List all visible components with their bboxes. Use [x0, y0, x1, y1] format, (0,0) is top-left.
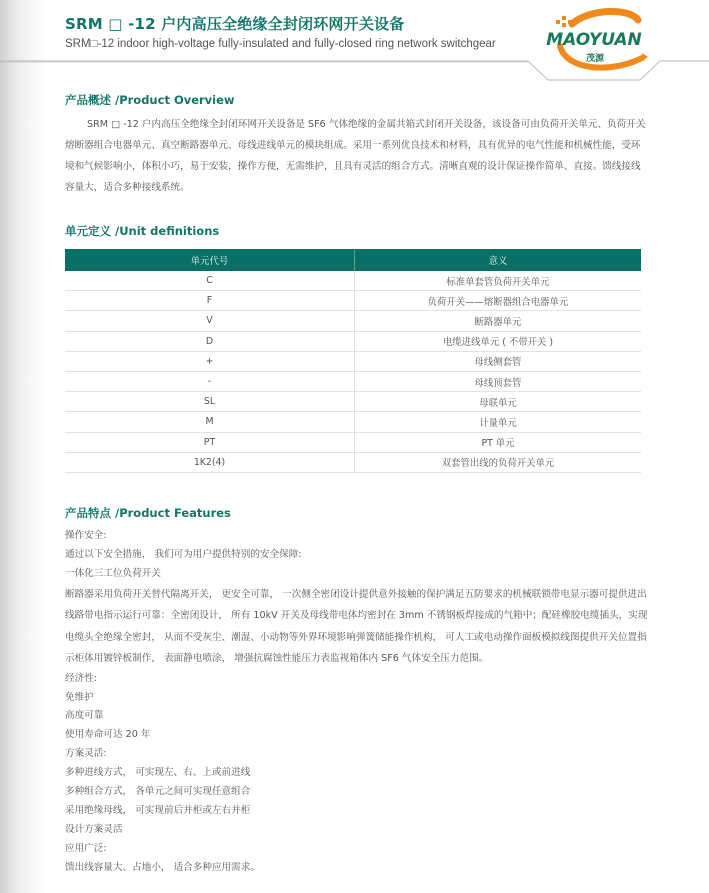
table-row — [65, 311, 641, 331]
header-unit-code: 单元代号 — [65, 249, 355, 271]
table-row — [65, 331, 641, 351]
unit-meaning: 母线顶套管 — [355, 371, 642, 391]
header-meaning: 意义 — [355, 249, 642, 271]
feature-line: 设计方案灵活 — [65, 823, 123, 835]
feature-line: 应用广泛: — [65, 842, 107, 854]
units-title: 单元定义 /Unit definitions — [65, 224, 220, 238]
unit-code: PT — [65, 432, 355, 452]
feature-line: 方案灵活: — [65, 748, 107, 760]
unit-definitions-table — [65, 249, 641, 473]
page-subtitle: SRM□-12 indoor high-voltage fully-insulated and fully-closed ring network switchgear — [65, 38, 496, 50]
overview-title: 产品概述 /Product Overview — [65, 93, 235, 107]
table-row — [65, 351, 641, 371]
unit-code: M — [65, 412, 355, 432]
unit-meaning: 标准单套管负荷开关单元 — [355, 271, 642, 291]
page-header — [0, 0, 709, 90]
maoyuan-logo — [530, 6, 660, 76]
features-title: 产品特点 /Product Features — [65, 506, 231, 520]
table-row — [65, 392, 641, 412]
table-row — [65, 452, 641, 472]
feature-line: 免维护 — [65, 691, 94, 703]
logo-brand-text: MAOYUAN — [546, 30, 642, 50]
unit-meaning: 断路器单元 — [355, 311, 642, 331]
unit-code: F — [65, 291, 355, 311]
unit-meaning: 母联单元 — [355, 392, 642, 412]
unit-code: 1K2(4) — [65, 452, 355, 472]
feature-line: 操作安全: — [65, 530, 107, 541]
unit-meaning: 计量单元 — [355, 412, 642, 432]
unit-meaning: 双套管出线的负荷开关单元 — [355, 452, 642, 472]
unit-code: V — [65, 311, 355, 331]
table-row — [65, 432, 641, 452]
unit-meaning: 母线侧套管 — [355, 351, 642, 371]
feature-line: 多种进线方式， 可实现左、右、上或前进线 — [65, 767, 251, 779]
table-row — [65, 291, 641, 311]
logo-brand-cn: 茂源 — [585, 54, 605, 64]
feature-line: 采用绝缘母线， 可实现前后并柜或左右并柜 — [65, 804, 251, 816]
page-title: SRM □ -12 户内高压全绝缘全封闭环网开关设备 — [65, 15, 405, 33]
feature-line: 通过以下安全措施， 我们可为用户提供特别的安全保障: — [65, 548, 302, 560]
feature-line: 多种组合方式， 各单元之间可实现任意组合 — [65, 786, 251, 798]
unit-meaning: PT 单元 — [355, 432, 642, 452]
features-list — [65, 527, 650, 877]
unit-code: C — [65, 271, 355, 291]
feature-line: 一体化三工位负荷开关 — [65, 567, 161, 579]
table-row — [65, 371, 641, 391]
unit-code: - — [65, 371, 355, 391]
feature-line: 高度可靠 — [65, 710, 104, 722]
feature-line: 馈出线容量大、占地小， 适合多种应用需求。 — [65, 861, 260, 873]
unit-code: + — [65, 351, 355, 371]
feature-paragraph: 断路器采用负荷开关替代隔离开关， 更安全可靠， 一次侧全密闭设计提供意外接触的保护满足五防要求的机械联锁带电显示器可提供进出线路带电指示运行可靠：全密闭设计， 所有 10kV 开关及母线带电体均密封在 3mm 不锈钢板焊接成的气箱中；配硅橡胶电缆插头，实现电缆头全绝缘全密封， 从而不受灰尘、潮湿、小动物等外界环境影响弹簧储能操作机构， 可人工或电动操作面板模拟线图提供开关位置指示柜体用镀锌板制作， 表面静电喷涂， 增强抗腐蚀性能压力表监视箱体内 SF6 气体安全压力范围。 — [65, 588, 648, 665]
unit-meaning: 电缆进线单元 ( 不带开关 ) — [355, 331, 642, 351]
unit-meaning: 负荷开关——熔断器组合电器单元 — [355, 291, 642, 311]
overview-text: SRM □ -12 户内高压全绝缘全封闭环网开关设备是 SF6 气体绝缘的金属共箱式封闭开关设备，该设备可由负荷开关单元、负荷开关熔断器组合电器单元、真空断路器单元、母线进线单元的模块组成。采用一系列优良技术和材料，具有优异的电气性能和机械性能，受环境和气候影响小，体积小巧，易于安装，操作方便，无需维护，且具有灵活的组合方式。清晰直观的设计保证操作简单、直接。馈线接线容量大，适合多种接线系统。 — [65, 119, 646, 193]
table-row — [65, 412, 641, 432]
feature-line: 使用寿命可达 20 年 — [65, 729, 151, 741]
table-header-row — [65, 249, 641, 271]
unit-code: SL — [65, 392, 355, 412]
unit-code: D — [65, 331, 355, 351]
feature-line: 经济性: — [65, 672, 98, 684]
table-row — [65, 271, 641, 291]
overview-paragraph — [65, 114, 650, 198]
